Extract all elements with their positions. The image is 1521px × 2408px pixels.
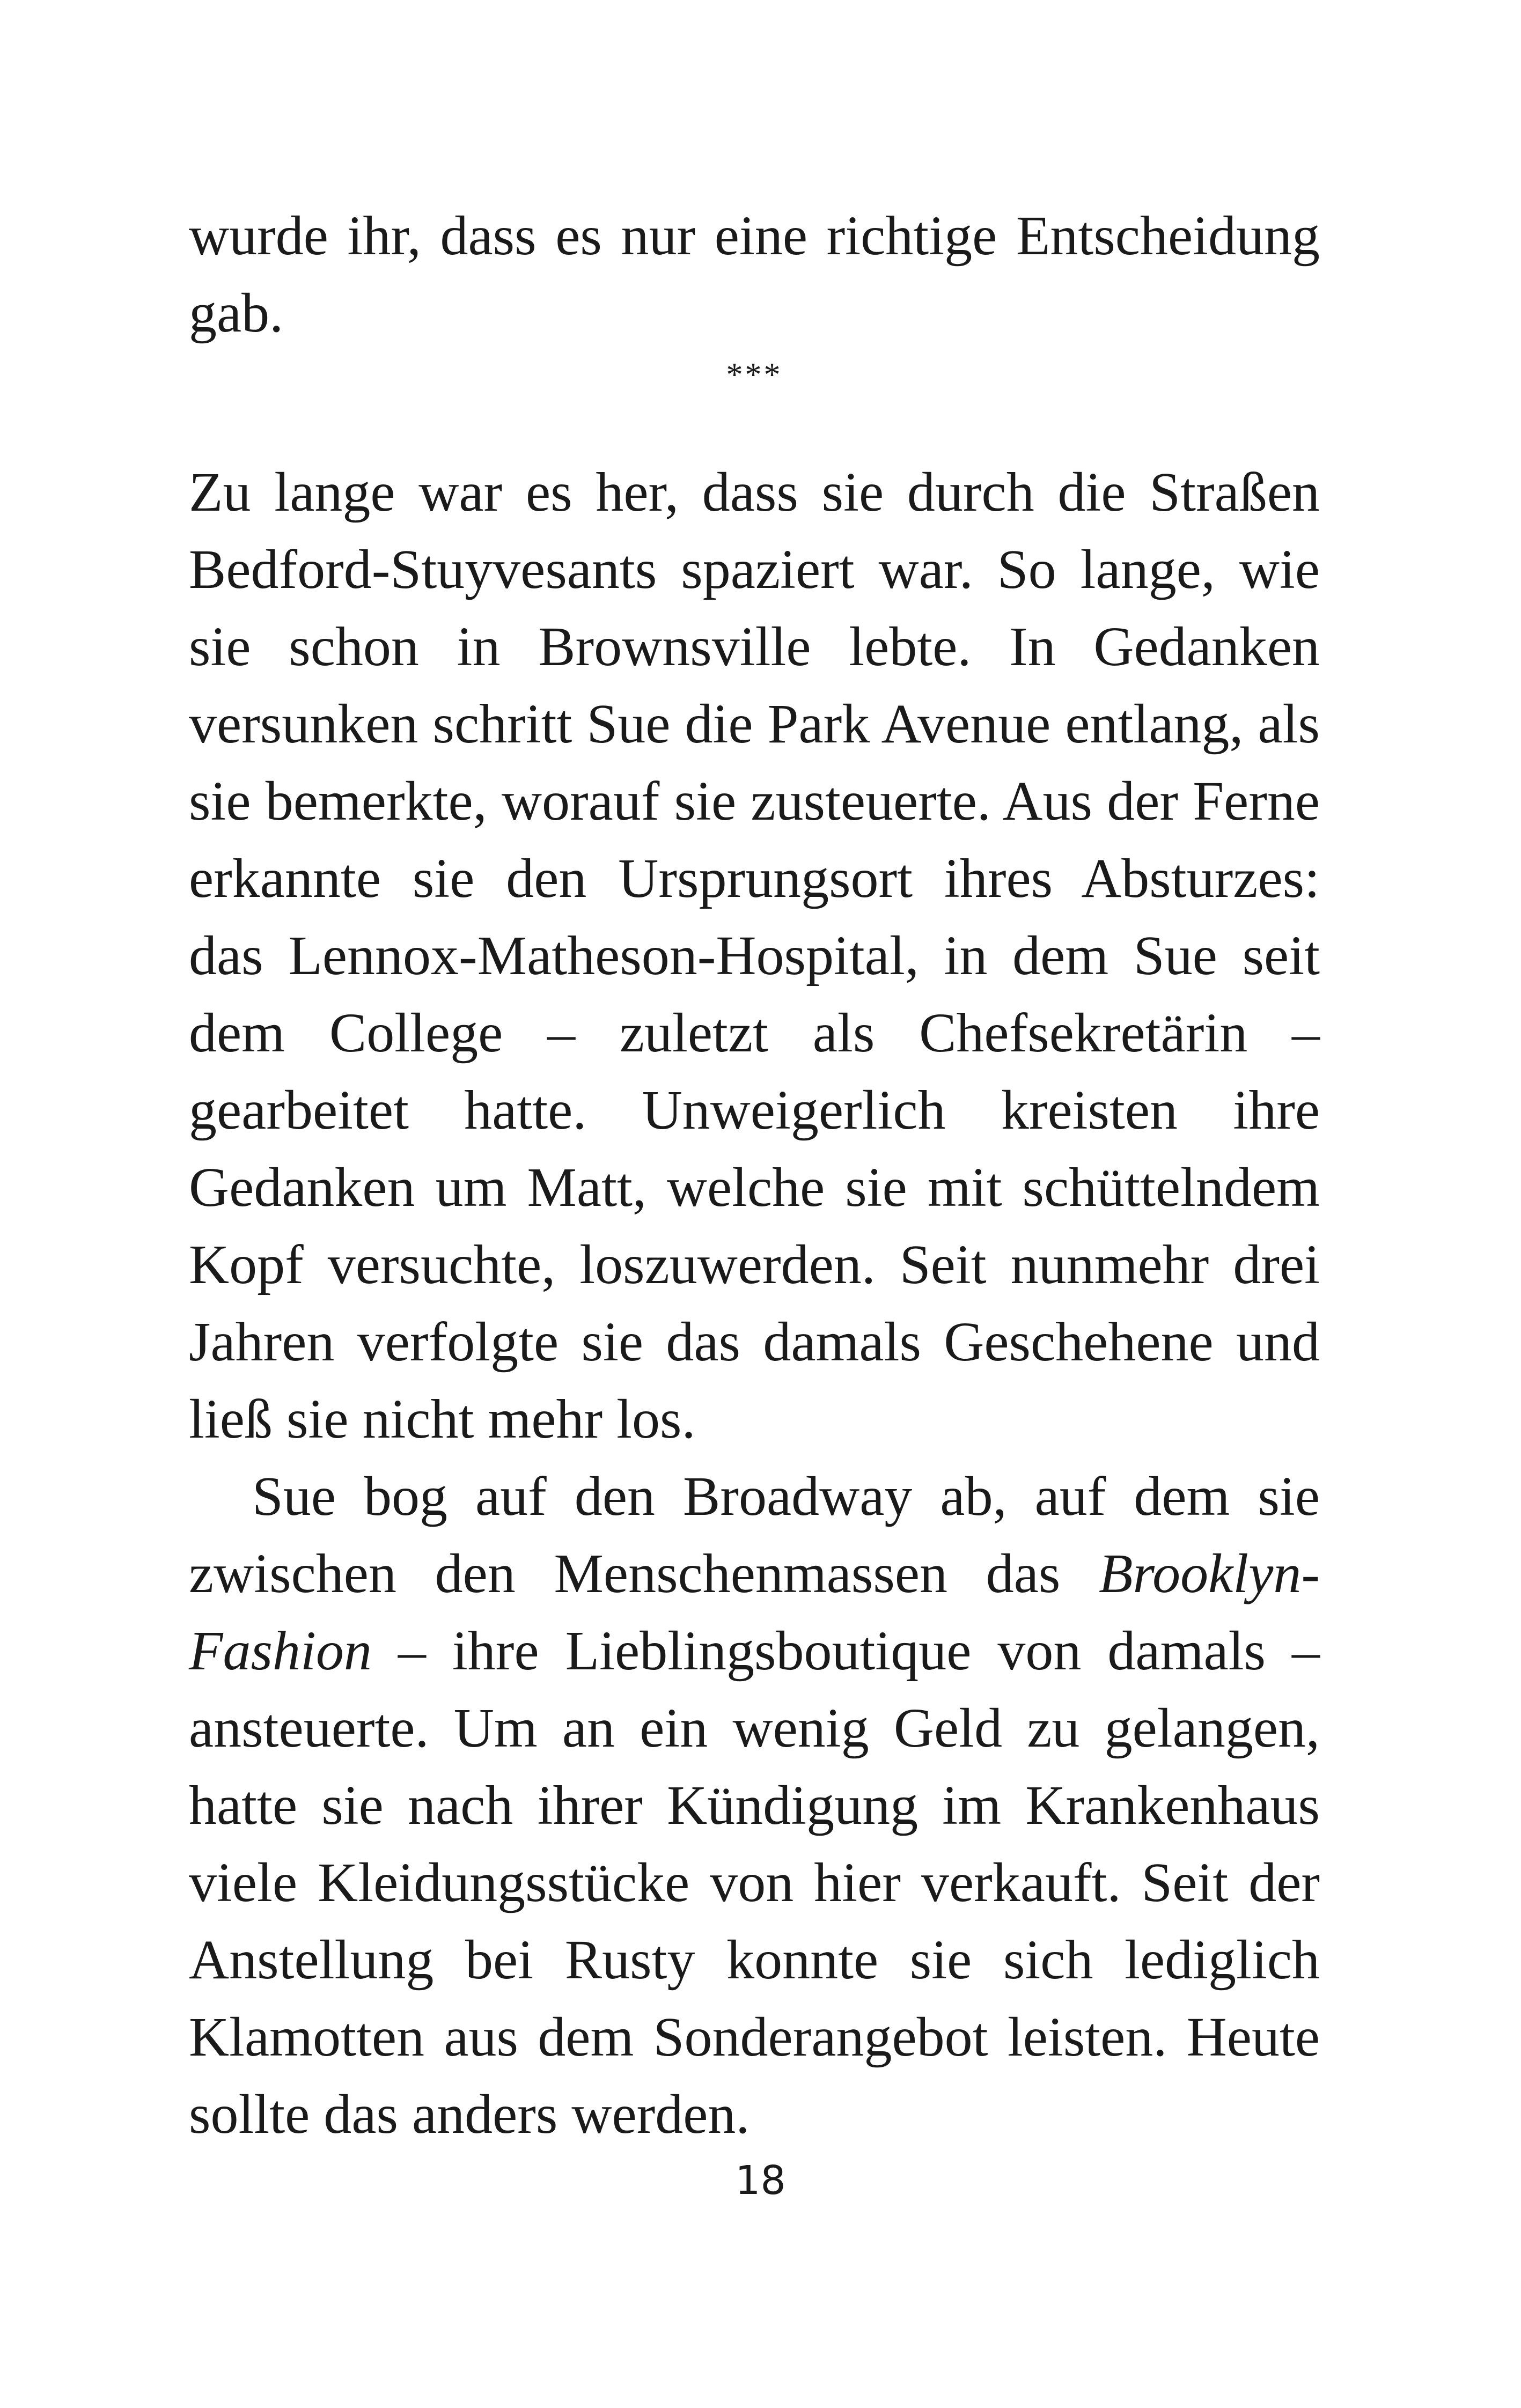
paragraph-2-text-before: Sue bog auf den Broadway ab, auf dem sie zwischen den Menschenmassen das bbox=[189, 1466, 1320, 1604]
scene-break: *** bbox=[726, 357, 783, 393]
body-text bbox=[189, 197, 1320, 2153]
opening-paragraph: wurde ihr, dass es nur eine richtige Entscheidung gab. bbox=[189, 205, 1320, 344]
boutique-name: Brooklyn-Fashion bbox=[189, 1543, 1320, 1682]
paragraph-2 bbox=[189, 1458, 1320, 2153]
paragraph-2-text-after: – ihre Lieblingsboutique von damals – ansteuerte. Um an ein wenig Geld zu gelangen, hatte sie nach ihrer Kündigung im Krankenhaus viele Kleidungsstücke von hier verkauft. Seit der Anstellung bei Rusty konnte sie sich lediglich Klamotten aus dem Sonderangebot leisten. Heute sollte das anders werden. bbox=[189, 1620, 1320, 2145]
page-number: 18 bbox=[735, 2157, 786, 2204]
paragraph-1: Zu lange war es her, dass sie durch die Straßen Bedford-Stuyvesants spaziert war. So lange, wie sie schon in Brownsville lebte. In Gedanken versunken schritt Sue die Park Avenue entlang, als sie bemerkte, worauf sie zusteuerte. Aus der Ferne erkannte sie den Ursprungsort ihres Absturzes: das Lennox-Matheson-Hospital, in dem Sue seit dem College – zuletzt als Chefsekretärin – gearbeitet hatte. Unweigerlich kreisten ihre Gedanken um Matt, welche sie mit schüttelndem Kopf versuchte, loszuwerden. Seit nunmehr drei Jahren verfolgte sie das damals Geschehene und ließ sie nicht mehr los. bbox=[189, 461, 1320, 1450]
